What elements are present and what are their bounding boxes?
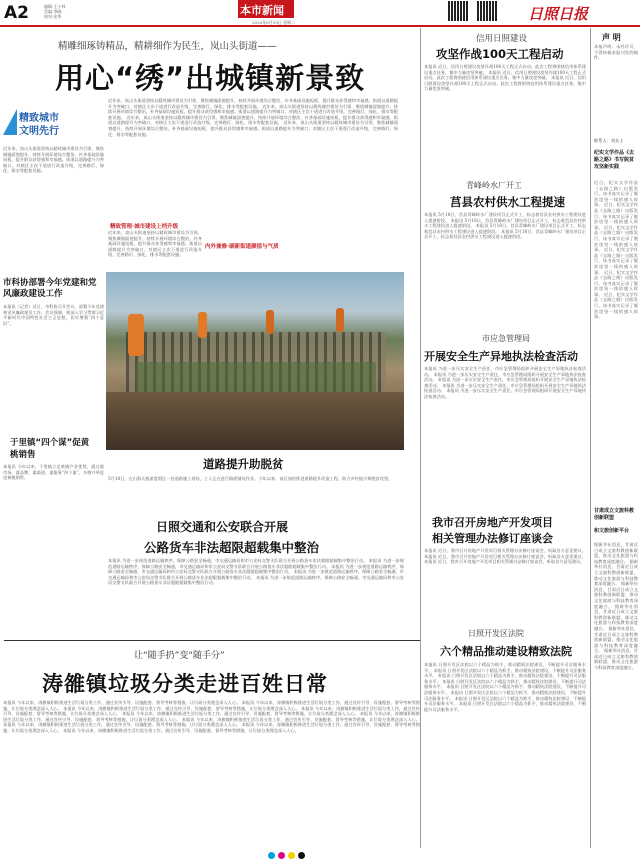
subhead-1: 精致管理·城市建设上档升级: [110, 224, 179, 230]
left-story2-title: 于里镇“四个谋”促黄桃销售: [10, 438, 90, 460]
right-s2-body: 本报讯 5月18日，莒县青峰岭水厂建设项目正式开工，标志着莒县农村供水工程建设进入提速阶段。 本报讯 5月18日，莒县青峰岭水厂建设项目正式开工，标志着莒县农村供水工程建设进入提速阶段。 本报讯 5月18日，莒县青峰岭水厂建设项目正式开工，标志着莒县农村供水工程建设进入提速阶段。 本报讯 5月18日，莒县青峰岭水厂建设项目正式开工，标志着莒县农村供水工程建设进入提速阶段。: [424, 212, 586, 240]
sidebar-story2-body: 据新华社消息，甘肃近日成立文旅科教创新联盟，推动文化旅游与科技教育深度融合。 据新华社消息，甘肃近日成立文旅科教创新联盟，推动文化旅游与科技教育深度融合。 据新华社消息，甘肃近日成立文旅科教创新联盟，推动文化旅游与科技教育深度融合。 据新华社消息，甘肃近日成立文旅科教创新联盟，推动文化旅游与科技教育深度融合。 据新华社消息，甘肃近日成立文旅科教创新联盟，推动文化旅游与科技教育深度融合。 据新华社消息，甘肃近日成立文旅科教创新联盟，推动文化旅游与科技教育深度融合。: [594, 542, 638, 671]
right-s2-title: 莒县农村供水工程提速: [450, 195, 565, 209]
sidebar-story2-title: 甘肃成立文旅科教创新联盟: [594, 508, 635, 521]
column-divider-1: [420, 28, 421, 848]
column-tag-line1: 精致城市: [19, 113, 59, 124]
photo-caption-body: 5月18日，在山海天旅游度假区一处道路施工现场，工人正在进行路面铺设作业。今年以来，该区加快推进道路提升改造工程，助力乡村振兴和脱贫攻坚。: [108, 476, 393, 481]
right-s5-body: 本报讯 日照开发区法院以六个精品为抓手，推动精致法院建设，不断提升司法服务水平。 本报讯 日照开发区法院以六个精品为抓手，推动精致法院建设，不断提升司法服务水平。 本报讯 日照开发区法院以六个精品为抓手，推动精致法院建设，不断提升司法服务水平。 本报讯 日照开发区法院以六个精品为抓手，推动精致法院建设，不断提升司法服务水平。 本报讯 日照开发区法院以六个精品为抓手，推动精致法院建设，不断提升司法服务水平。 本报讯 日照开发区法院以六个精品为抓手，推动精致法院建设，不断提升司法服务水平。 本报讯 日照开发区法院以六个精品为抓手，推动精致法院建设，不断提升司法服务水平。 本报讯 日照开发区法院以六个精品为抓手，推动精致法院建设，不断提升司法服务水平。: [424, 662, 586, 712]
worker-figure: [128, 314, 144, 356]
editor-info: 编辑:王小林 美编:李晓 校对:张华: [44, 4, 66, 19]
right-s1-title: 攻坚作战100天工程启动: [436, 47, 564, 61]
sidebar-story2-subtitle: 和文旅创新平台: [594, 528, 630, 534]
right-s4-body: 本报讯 近日，我市召开房地产开发项目相关管理办法修订座谈会，听取各方意见建议。 本报讯 近日，我市召开房地产开发项目相关管理办法修订座谈会，听取各方意见建议。 本报讯 近日，我市召开房地产开发项目相关管理办法修订座谈会，听取各方意见建议。: [424, 548, 586, 565]
left-story1-body: 本报讯（记者）近日，市科协召开会议，部署今年党建和党风廉政建设工作。会议强调，要深入学习贯彻习近平新时代中国特色社会主义思想，切实增强“四个意识”。: [3, 304, 104, 326]
left-story2-body: 本报讯 今年以来，于里镇立足黄桃产业优势，通过谋市场、谋品牌、谋渠道、谋服务“四个谋”，多措并举促进黄桃销售。: [3, 464, 104, 481]
main-body-left: 近年来，岚山头街道坚持以精致城市建设为引领，聚焦城镇面貌提升，持续开展环境综合整治，补齐基础设施短板，提升群众获得感和幸福感。街道以道路提升为突破口，对辖区主次干道进行改造升级，完善路灯、绿化、排水等配套设施。: [3, 146, 104, 174]
section-title: 本市新闻: [240, 4, 284, 17]
sidebar-notice: 本报声明：未经许可，不得转载本报刊发的稿件。: [594, 44, 638, 61]
date-line: 2020年5月19日 星期二: [252, 20, 296, 25]
right-s5-kicker: 日照开发区法院: [468, 629, 524, 638]
qr-code-2: [477, 1, 497, 21]
sidebar-story-title: 纪实文学作品《去路之路》书写脱贫攻坚新实践: [594, 150, 635, 170]
photo-caption-title: 道路提升助脱贫: [203, 457, 284, 471]
column-tag-line2: 文明先行: [19, 126, 59, 137]
center-story1-body: 本报讯 为进一步规范道路运输秩序，保障公路安全畅通，市交通运输局和市公安局交警支队联合开展公路货车非法超限超载集中整治行动。 本报讯 为进一步规范道路运输秩序，保障公路安全畅通，市交通运输局和市公安局交警支队联合开展公路货车非法超限超载集中整治行动。 本报讯 为进一步规范道路运输秩序，保障公路安全畅通，市交通运输局和市公安局交警支队联合开展公路货车非法超限超载集中整治行动。 本报讯 为进一步规范道路运输秩序，保障公路安全畅通，市交通运输局和市公安局交警支队联合开展公路货车非法超限超载集中整治行动。 本报讯 为进一步规范道路运输秩序，保障公路安全畅通，市交通运输局和市公安局交警支队联合开展公路货车非法超限超载集中整治行动。: [108, 558, 404, 586]
right-s3-body: 本报讯 为进一步压实安全生产责任，市应急管理局组织开展安全生产异地执法检查活动。 本报讯 为进一步压实安全生产责任，市应急管理局组织开展安全生产异地执法检查活动。 本报讯 为进一步压实安全生产责任，市应急管理局组织开展安全生产异地执法检查活动。 本报讯 为进一步压实安全生产责任，市应急管理局组织开展安全生产异地执法检查活动。 本报讯 为进一步压实安全生产责任，市应急管理局组织开展安全生产异地执法检查活动。: [424, 366, 586, 399]
main-headline: 用心“绣”出城镇新景致: [55, 61, 366, 95]
color-registration-marks: [268, 852, 368, 860]
right-s1-body: 本报讯 近日，信用日照建设攻坚作战100天工程正式启动。此次工程将围绕信用体系建设重点任务，集中力量攻坚突破。 本报讯 近日，信用日照建设攻坚作战100天工程正式启动。此次工程将围绕信用体系建设重点任务，集中力量攻坚突破。 本报讯 近日，信用日照建设攻坚作战100天工程正式启动。此次工程将围绕信用体系建设重点任务，集中力量攻坚突破。: [424, 64, 586, 92]
right-s2-kicker: 青峰岭水厂开工: [466, 181, 522, 190]
main-body-center: 近年来，岚山头街道坚持以精致城市建设为引领，聚焦城镇面貌提升，持续开展环境综合整治，补齐基础设施短板，提升群众获得感和幸福感。街道以道路提升为突破口，对辖区主次干道进行改造升级，完善路灯、绿化、排水等配套设施。 近年来，岚山头街道坚持以精致城市建设为引领，聚焦城镇面貌提升，持续开展环境综合整治，补齐基础设施短板，提升群众获得感和幸福感。街道以道路提升为突破口，对辖区主次干道进行改造升级，完善路灯、绿化、排水等配套设施。 近年来，岚山头街道坚持以精致城市建设为引领，聚焦城镇面貌提升，持续开展环境综合整治，补齐基础设施短板，提升群众获得感和幸福感。街道以道路提升为突破口，对辖区主次干道进行改造升级，完善路灯、绿化、排水等配套设施。 近年来，岚山头街道坚持以精致城市建设为引领，聚焦城镇面貌提升，持续开展环境综合整治，补齐基础设施短板，提升群众获得感和幸福感。街道以道路提升为突破口，对辖区主次干道进行改造升级，完善路灯、绿化、排水等配套设施。: [108, 98, 398, 137]
right-s4-title-2: 相关管理办法修订座谈会: [432, 532, 553, 545]
news-photo: [106, 272, 404, 450]
right-s4-title-1: 我市召开房地产开发项目: [432, 516, 553, 529]
right-s3-kicker: 市应急管理局: [482, 334, 530, 343]
sail-icon: [3, 109, 17, 135]
main-kicker: 精雕细琢铸精品，精耕细作为民生，岚山头街道——: [58, 41, 277, 52]
left-story1-title: 市科协部署今年党建和党风廉政建设工作: [3, 278, 97, 299]
right-s5-title: 六个精品推动建设精致法院: [440, 645, 572, 658]
center-story2-body: 本报讯 今年以来，涛雒镇积极推进生活垃圾分类工作，通过宣传引导、设施配套、督导考核等措施，让垃圾分类理念深入人心。 本报讯 今年以来，涛雒镇积极推进生活垃圾分类工作，通过宣传引导、设施配套、督导考核等措施，让垃圾分类理念深入人心。 本报讯 今年以来，涛雒镇积极推进生活垃圾分类工作，通过宣传引导、设施配套、督导考核等措施，让垃圾分类理念深入人心。 本报讯 今年以来，涛雒镇积极推进生活垃圾分类工作，通过宣传引导、设施配套、督导考核等措施，让垃圾分类理念深入人心。 本报讯 今年以来，涛雒镇积极推进生活垃圾分类工作，通过宣传引导、设施配套、督导考核等措施，让垃圾分类理念深入人心。 本报讯 今年以来，涛雒镇积极推进生活垃圾分类工作，通过宣传引导、设施配套、督导考核等措施，让垃圾分类理念深入人心。 本报讯 今年以来，涛雒镇积极推进生活垃圾分类工作，通过宣传引导、设施配套、督导考核等措施，让垃圾分类理念深入人心。 本报讯 今年以来，涛雒镇积极推进生活垃圾分类工作，通过宣传引导、设施配套、督导考核等措施，让垃圾分类理念深入人心。 本报讯 今年以来，涛雒镇积极推进生活垃圾分类工作，通过宣传引导、设施配套、督导考核等措施，让垃圾分类理念深入人心。 本报讯 今年以来，涛雒镇积极推进生活垃圾分类工作，通过宣传引导、设施配套、督导考核等措施，让垃圾分类理念深入人心。: [3, 700, 420, 733]
sidebar-title: 声 明: [602, 33, 621, 42]
center-story2-kicker: 让“随手扔”变“随手分”: [134, 651, 225, 661]
page-code: A2: [4, 3, 29, 23]
center-story1-title-2: 公路货车非法超限超载集中整治: [144, 540, 320, 555]
masthead-divider: [0, 25, 640, 27]
center-story1-title-1: 日照交通和公安联合开展: [156, 520, 289, 534]
sidebar-contact: 联系人：刘女士: [594, 138, 624, 143]
masthead: [0, 0, 640, 27]
main-body-center-2: 近年来，岚山头街道坚持以精致城市建设为引领，聚焦城镇面貌提升，持续开展环境综合整治，补齐基础设施短板，提升群众获得感和幸福感。街道以道路提升为突破口，对辖区主次干道进行改造升级，完善路灯、绿化、排水等配套设施。: [108, 230, 202, 258]
paper-name: 日照日报: [528, 5, 589, 23]
qr-code-1: [448, 1, 468, 21]
sidebar-story-body: 近日，纪实文学作品《去路之路》出版发行，该书真实记录了脱贫攻坚一线的感人故事。 近日，纪实文学作品《去路之路》出版发行，该书真实记录了脱贫攻坚一线的感人故事。 近日，纪实文学作品《去路之路》出版发行，该书真实记录了脱贫攻坚一线的感人故事。 近日，纪实文学作品《去路之路》出版发行，该书真实记录了脱贫攻坚一线的感人故事。 近日，纪实文学作品《去路之路》出版发行，该书真实记录了脱贫攻坚一线的感人故事。 近日，纪实文学作品《去路之路》出版发行，该书真实记录了脱贫攻坚一线的感人故事。: [594, 180, 638, 320]
center-story2-headline: 涛雒镇垃圾分类走进百姓日常: [42, 672, 328, 696]
column-tag: [3, 107, 81, 141]
right-s3-title: 开展安全生产异地执法检查活动: [424, 350, 578, 363]
column-divider-2: [590, 28, 591, 848]
subhead-2: 内外兼修·刷新街道颜值与气质: [205, 244, 279, 250]
story-divider: [4, 640, 420, 641]
right-s1-kicker: 信用日照建设: [476, 34, 528, 44]
